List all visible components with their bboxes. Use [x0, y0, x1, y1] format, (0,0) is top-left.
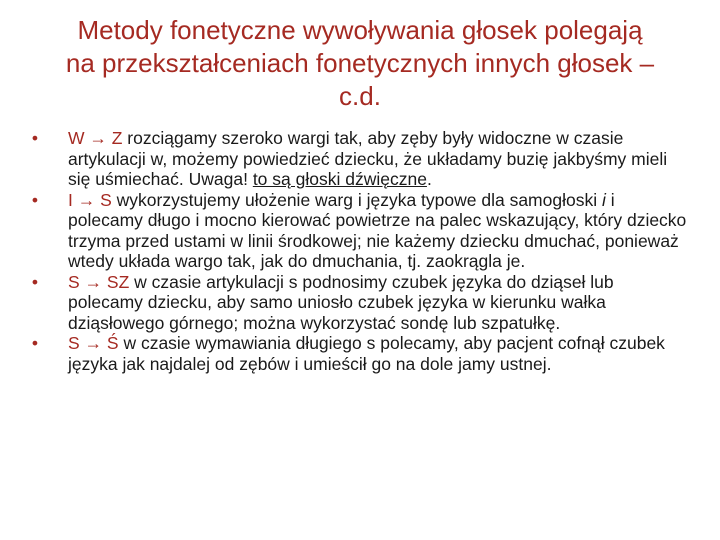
title-line-3: c.d. — [339, 81, 381, 111]
title-line-1: Metody fonetyczne wywoływania głosek polegają — [77, 15, 643, 45]
bullet-item-i-s — [28, 190, 688, 272]
bullet-italic-text: i — [601, 189, 606, 210]
bullet-item-s-si — [28, 333, 688, 374]
bullet-text: wykorzystujemy ułożenie warg i języka typowe dla samogłoski — [111, 189, 602, 210]
bullet-lead: S → SZ — [68, 271, 130, 292]
title-line-2: na przekształceniach fonetycznych innych głosek – — [65, 48, 655, 78]
bullet-text: rozciągamy szeroko wargi tak, aby zęby były widoczne w czasie artykulacji w, możemy powiedzieć dziecku, że układamy buzię jakbyśmy mieli się uśmiechać. Uwaga! — [68, 128, 668, 189]
bullet-dot-icon: • — [31, 333, 39, 353]
bullet-text: w czasie wymawiania długiego s polecamy, aby pacjent cofnął czubek języka jak najdalej od zębów i umieścił go na dole jamy ustnej. — [68, 333, 665, 374]
bullet-dot-icon: • — [31, 128, 39, 148]
bullet-lead: S → Ś — [68, 333, 119, 353]
bullet-text: w czasie artykulacji s podnosimy czubek języka do dziąseł lub polecamy dziecku, aby samo uniosło czubek języka w kierunku wałka dziąsłowego górnego; można wykorzystać sondę lub szpatułkę. — [68, 271, 614, 333]
bullet-list — [28, 128, 688, 374]
bullet-text-end: . — [426, 169, 432, 189]
bullet-item-s-sz — [28, 272, 688, 334]
bullet-lead: W → Z — [68, 128, 123, 148]
bullet-item-w-z — [28, 128, 688, 190]
bullet-lead: I → S — [68, 189, 112, 210]
bullet-text-end: i polecamy długo i mocno kierować powietrze na palec wskazujący, który dziecko trzyma przed ustami w linii środkowej; nie każemy dziecku dmuchać, ponieważ wtedy układa wargo tak, jak do dmuchania, tj. zaokrągla je. — [68, 189, 687, 271]
bullet-dot-icon: • — [31, 189, 39, 210]
bullet-underlined-text: to są głoski dźwięczne — [252, 169, 427, 189]
slide-title — [30, 14, 690, 113]
bullet-dot-icon: • — [31, 271, 39, 292]
